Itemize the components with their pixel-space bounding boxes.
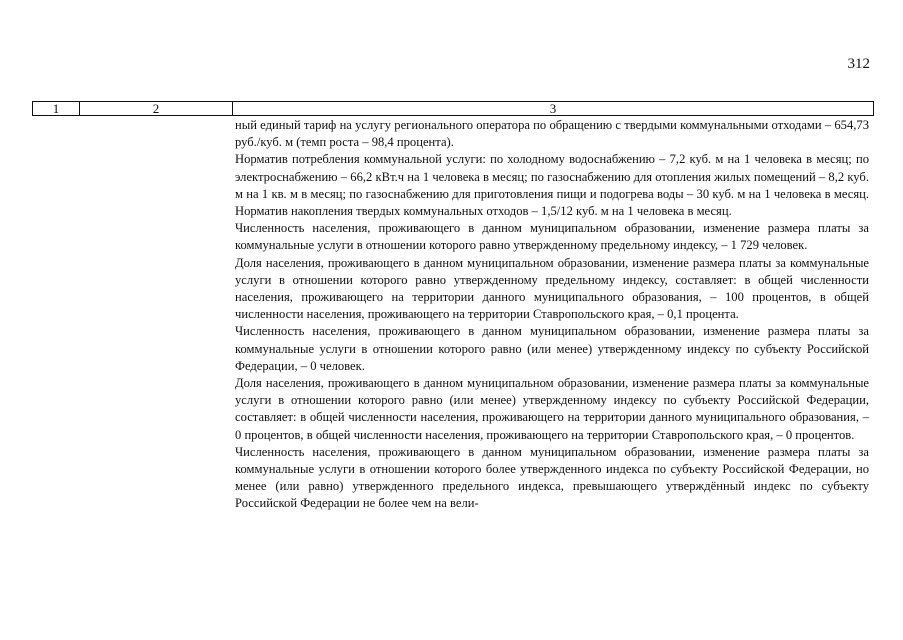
column-3-content <box>235 117 869 513</box>
paragraph-share-equal-limit: Доля населения, проживающего в данном муниципальном образовании, изменение размера платы за коммунальные услуги в отношении которого равно утвержденному предельному индексу, составляет: в общей численности населения, проживающего на территории данного муниципального образования, – 100 процентов, в общей численности населения, проживающего на территории Ставропольского края, – 0,1 процента. <box>235 255 869 322</box>
paragraph-consumption-norms: Норматив потребления коммунальной услуги: по холодному водоснабжению – 7,2 куб. м на 1 человека в месяц; по электроснабжению – 66,2 кВт.ч на 1 человека в месяц; по газоснабжению для отопления жилых помещений – 8,2 куб. м на 1 кв. м в месяц; по газоснабжению для приготовления пищи и подогрева воды – 30 куб. м на 1 человека в месяц. Норматив накопления твердых коммунальных отходов – 1,5/12 куб. м на 1 человека в месяц. <box>235 152 869 219</box>
paragraph-share-equal-region: Доля населения, проживающего в данном муниципальном образовании, изменение размера платы за коммунальные услуги в отношении которого равно (или менее) утвержденному индексу по субъекту Российской Федерации, составляет: в общей численности населения, проживающего на территории данного муниципального образования, – 0 процентов, в общей численности населения, проживающего на территории Ставропольского края, – 0 процентов. <box>235 376 869 442</box>
page-number: 312 <box>847 56 870 72</box>
paragraph-tariff-continuation: ный единый тариф на услугу регионального оператора по обращению с твердыми коммунальными отходами – 654,73 руб./куб. м (темп роста – 98,4 процента). <box>235 118 869 150</box>
table-header-row <box>32 101 874 116</box>
paragraph-population-equal-limit: Численность населения, проживающего в данном муниципальном образовании, изменение размера платы за коммунальные услуги в отношении которого равно утвержденному предельному индексу, – 1 729 человек. <box>235 221 869 253</box>
paragraph-population-equal-region: Численность населения, проживающего в данном муниципальном образовании, изменение размера платы за коммунальные услуги в отношении которого равно (или менее) утвержденному индексу по субъекту Российской Федерации, – 0 человек. <box>235 324 869 373</box>
column-1-header: 1 <box>33 102 80 115</box>
column-2-header: 2 <box>80 102 233 115</box>
paragraph-population-above-region: Численность населения, проживающего в данном муниципальном образовании, изменение размера платы за коммунальные услуги в отношении которого более утвержденного индекса по субъекту Российской Федерации, но менее (или равно) утвержденного предельного индекса, превышающего утверждённый индекс по субъекту Российской Федерации не более чем на вели- <box>235 444 869 511</box>
column-3-header: 3 <box>549 101 557 116</box>
